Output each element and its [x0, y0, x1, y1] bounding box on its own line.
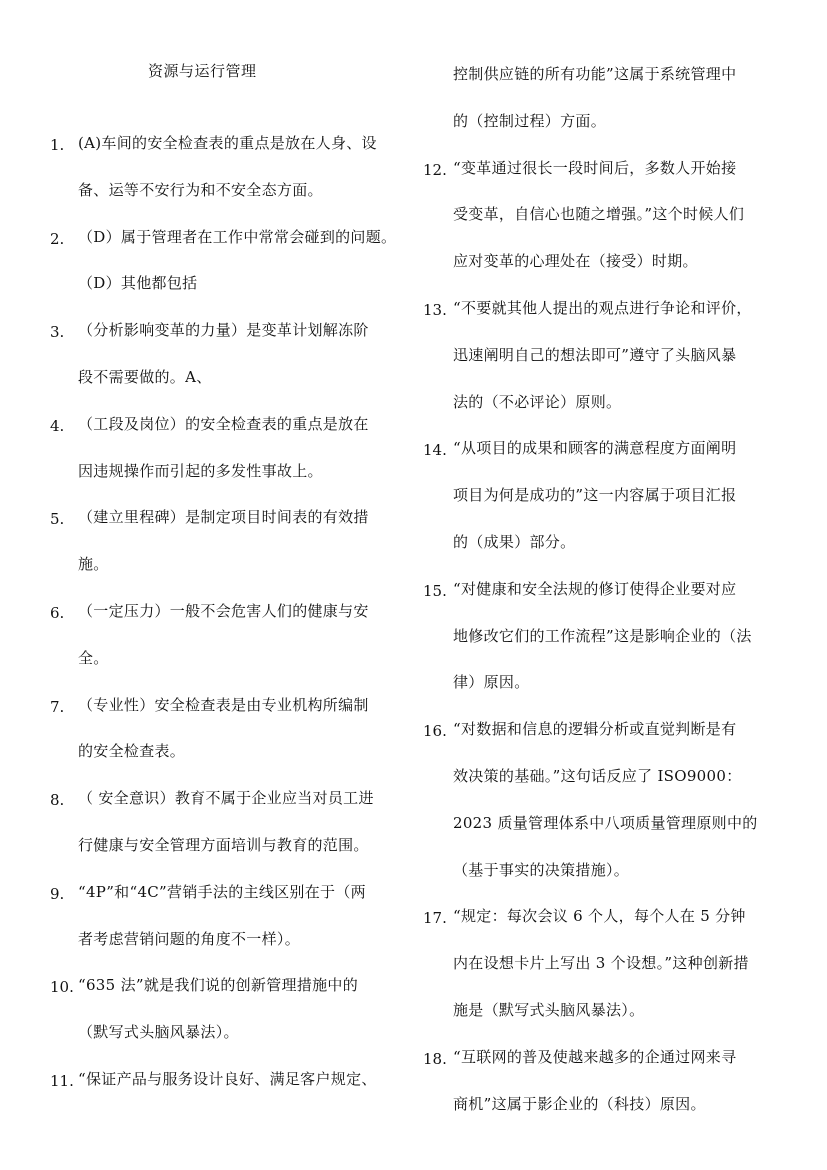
item-number: 1.	[50, 136, 65, 154]
item-text-line: （分析影响变革的力量）是变革计划解冻阶	[78, 321, 369, 340]
item-text-line: 受变革，自信心也随之增强。”这个时候人们	[453, 205, 745, 224]
item-text-line: 迅速阐明自己的想法即可”遵守了头脑风暴	[453, 345, 737, 364]
item-text-line: “635 法”就是我们说的创新管理措施中的	[78, 976, 359, 995]
item-number: 12.	[423, 160, 447, 179]
item-number: 6.	[50, 604, 65, 622]
item-text-line: 施是（默写式头脑风暴法）。	[453, 1001, 645, 1019]
item-text-line: 者考虑营销问题的角度不一样）。	[78, 929, 301, 948]
item-text-line: (A)车间的安全检查表的重点是放在人身、设	[78, 134, 377, 152]
item-text-line: （工段及岗位）的安全检查表的重点是放在	[78, 414, 369, 433]
item-number: 5.	[50, 510, 65, 529]
item-text-line: “对数据和信息的逻辑分析或直觉判断是有	[453, 720, 737, 739]
item-number: 11.	[50, 1072, 74, 1090]
item-text-line: 的（成果）部分。	[453, 533, 576, 551]
item-number: 14.	[423, 441, 447, 460]
item-text-line: “对健康和安全法规的修订使得企业要对应	[453, 579, 737, 598]
item-text-line: 2023 质量管理体系中八项质量管理原则中的	[453, 813, 758, 832]
item-text-line: 因违规操作而引起的多发性事故上。	[78, 461, 323, 480]
item-text-line: 商机”这属于影企业的（科技）原因。	[453, 1094, 706, 1113]
item-text-line: 律）原因。	[453, 673, 530, 692]
item-number: 13.	[423, 301, 447, 319]
item-text-line: 内在设想卡片上写出 3 个设想。”这种创新措	[453, 954, 749, 973]
item-number: 8.	[50, 791, 65, 810]
item-text-line: 施。	[78, 555, 109, 574]
item-text-line: “变革通过很长一段时间后，多数人开始接	[453, 158, 737, 177]
item-number: 7.	[50, 697, 65, 716]
item-text-line: 地修改它们的工作流程”这是影响企业的（法	[453, 626, 752, 645]
item-text-line: （一定压力）一般不会危害人们的健康与安	[78, 602, 369, 620]
item-text-line: （建立里程碑）是制定项目时间表的有效措	[78, 508, 369, 527]
item-text-line: 段不需要做的。A、	[78, 368, 212, 386]
item-text-line: “4P”和“4C”营销手法的主线区别在于（两	[78, 882, 366, 901]
document-title: 资源与运行管理	[148, 62, 257, 80]
item-text-line: 应对变革的心理处在（接受）时期。	[453, 252, 698, 271]
item-text-line: （D）其他都包括	[78, 274, 198, 293]
item-text-line: 控制供应链的所有功能”这属于系统管理中	[453, 65, 737, 83]
item-number: 4.	[50, 416, 65, 435]
item-text-line: “不要就其他人提出的观点进行争论和评价，	[453, 299, 752, 317]
item-number: 2.	[50, 229, 65, 248]
item-text-line: “保证产品与服务设计良好、满足客户规定、	[78, 1070, 377, 1088]
item-text-line: 的（控制过程）方面。	[453, 111, 607, 130]
item-number: 16.	[423, 722, 447, 741]
item-text-line: （默写式头脑风暴法）。	[78, 1023, 239, 1042]
item-text-line: “从项目的成果和顾客的满意程度方面阐明	[453, 439, 737, 458]
item-text-line: 行健康与安全管理方面培训与教育的范围。	[78, 836, 369, 854]
item-text-line: “规定：每次会议 6 个人，每个人在 5 分钟	[453, 907, 746, 926]
item-number: 18.	[423, 1049, 447, 1068]
item-text-line: 的安全检查表。	[78, 742, 186, 761]
item-text-line: “互联网的普及使越来越多的企通过网来寻	[453, 1047, 737, 1066]
item-text-line: 全。	[78, 648, 109, 667]
item-text-line: （D）属于管理者在工作中常常会碰到的问题。	[78, 227, 397, 246]
item-number: 15.	[423, 581, 447, 600]
item-text-line: 项目为何是成功的”这一内容属于项目汇报	[453, 486, 737, 505]
item-text-line: （基于事实的决策措施）。	[453, 860, 630, 879]
item-number: 17.	[423, 909, 447, 928]
item-number: 9.	[50, 884, 65, 903]
item-text-line: 法的（不必评论）原则。	[453, 392, 622, 411]
item-number: 3.	[50, 323, 65, 342]
item-text-line: 备、运等不安行为和不安全态方面。	[78, 180, 323, 199]
item-text-line: （专业性）安全检查表是由专业机构所编制	[78, 695, 369, 714]
item-number: 10.	[50, 978, 74, 997]
item-text-line: （ 安全意识）教育不属于企业应当对员工进	[78, 789, 374, 808]
item-text-line: 效决策的基础。”这句话反应了 ISO9000：	[453, 767, 742, 785]
